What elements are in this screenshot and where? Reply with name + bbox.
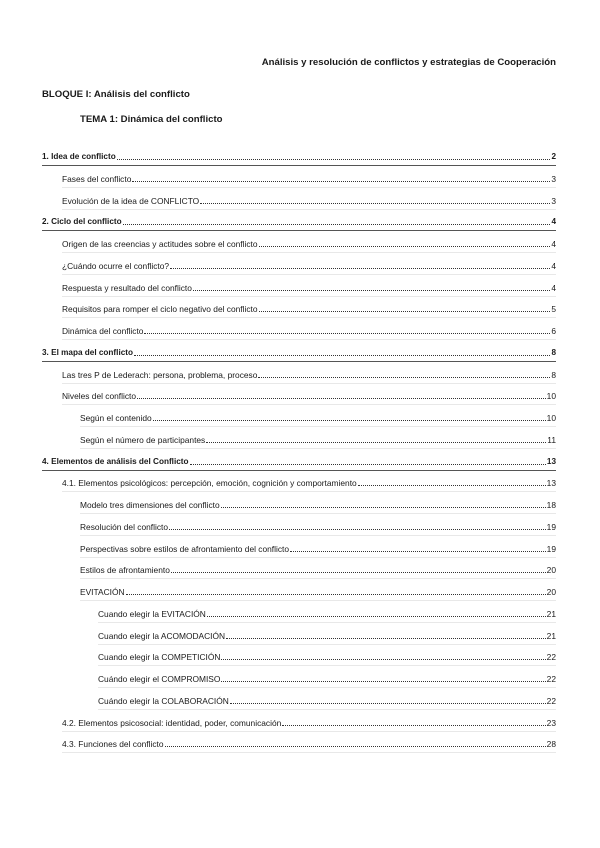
toc-entry-title: Dinámica del conflicto [62,326,144,336]
toc-entry-page-number: 3 [551,195,556,206]
toc-entry-title: Origen de las creencias y actitudes sobre el conflicto [62,239,258,249]
toc-leader-dots [221,680,545,682]
toc-entry-page-number: 3 [551,173,556,184]
toc-entry[interactable] [80,405,556,427]
toc-leader-dots [258,376,550,378]
toc-entry[interactable] [62,318,556,340]
toc-entry-page-number: 23 [546,717,556,728]
toc-leader-dots [170,267,550,269]
toc-entry-page-number: 22 [546,695,556,706]
section-heading-bloque: BLOQUE I: Análisis del conflicto [42,89,190,100]
toc-entry-title: Cuándo elegir la COLABORACIÓN [98,695,229,706]
toc-entry-title: Perspectivas sobre estilos de afrontamiento del conflicto [80,543,290,554]
toc-entry[interactable] [62,710,556,732]
toc-entry[interactable] [62,296,556,318]
toc-entry[interactable] [62,731,556,753]
toc-entry[interactable] [80,579,556,601]
toc-entry-page-number: 22 [546,674,556,684]
toc-leader-dots [221,506,546,508]
toc-entry-title: Cuando elegir la EVITACIÓN [98,608,206,619]
toc-leader-dots [207,615,546,617]
toc-entry[interactable] [98,666,556,688]
toc-entry-title: Cuándo elegir el COMPROMISO [98,674,221,684]
toc-entry-title: 4. Elementos de análisis del Conflicto [42,456,189,466]
toc-leader-dots [169,528,546,530]
toc-entry-page-number: 8 [551,347,556,357]
toc-entry-title: 1. Idea de conflicto [42,152,116,161]
toc-leader-dots [193,289,550,291]
toc-entry[interactable] [62,188,556,210]
toc-entry-title: Según el número de participantes [80,434,206,445]
section-heading-tema: TEMA 1: Dinámica del conflicto [80,114,223,125]
toc-leader-dots [132,180,550,182]
toc-leader-dots [200,202,550,204]
toc-entry-title: Niveles del conflicto [62,391,137,402]
toc-entry-title: Estilos de afrontamiento [80,565,170,576]
toc-entry-page-number: 4 [551,260,556,271]
toc-leader-dots [190,463,546,465]
toc-entry-title: Modelo tres dimensiones del conflicto [80,500,220,510]
toc-entry-page-number: 10 [546,391,556,402]
toc-entry-page-number: 20 [546,565,556,576]
toc-entry[interactable] [98,623,556,645]
toc-entry-title: Según el contenido [80,413,152,423]
toc-entry[interactable] [80,427,556,449]
toc-entry[interactable] [98,601,556,623]
document-header-title: Análisis y resolución de conflictos y estrategias de Cooperación [261,57,556,68]
toc-leader-dots [134,354,550,356]
toc-entry-page-number: 4 [551,282,556,293]
toc-leader-dots [171,571,546,573]
toc-leader-dots [144,332,550,334]
toc-entry-page-number: 21 [546,608,556,619]
toc-leader-dots [153,419,546,421]
toc-entry-page-number: 28 [546,739,556,750]
toc-entry-page-number: 20 [546,587,556,597]
toc-entry[interactable] [62,275,556,297]
toc-entry-page-number: 19 [546,543,556,554]
toc-leader-dots [137,397,546,399]
toc-entry-page-number: 18 [546,500,556,510]
toc-entry[interactable] [98,644,556,666]
toc-entry-title: ¿Cuándo ocurre el conflicto? [62,260,170,271]
toc-entry-title: 4.3. Funciones del conflicto [62,739,164,750]
toc-entry[interactable] [80,557,556,579]
toc-entry[interactable] [62,362,556,384]
toc-entry-page-number: 2 [551,152,556,161]
toc-leader-dots [259,245,551,247]
toc-entry-page-number: 5 [551,304,556,315]
toc-entry-page-number: 11 [547,434,556,445]
toc-entry-page-number: 13 [546,478,556,489]
toc-entry-page-number: 10 [546,413,556,423]
toc-entry-title: Resolución del conflicto [80,521,168,532]
toc-entry-page-number: 21 [546,630,556,641]
toc-entry[interactable] [42,340,556,362]
toc-entry-title: EVITACIÓN [80,587,125,597]
toc-entry-page-number: 8 [551,369,556,380]
toc-entry[interactable] [62,470,556,492]
toc-entry-title: Respuesta y resultado del conflicto [62,282,192,293]
toc-entry[interactable] [80,514,556,536]
toc-entry-title: 4.1. Elementos psicológicos: percepción, emoción, cognición y comportamiento [62,478,357,489]
toc-entry[interactable] [80,492,556,514]
toc-entry-page-number: 19 [546,521,556,532]
toc-leader-dots [165,745,546,747]
toc-entry[interactable] [62,253,556,275]
toc-entry-title: Requisitos para romper el ciclo negativo del conflicto [62,304,258,315]
toc-entry[interactable] [42,144,556,166]
toc-entry-title: Las tres P de Lederach: persona, problema, proceso [62,369,258,380]
toc-entry-page-number: 22 [546,652,556,663]
toc-leader-dots [226,637,546,639]
toc-entry[interactable] [62,231,556,253]
toc-leader-dots [259,310,551,312]
toc-entry-title: Cuando elegir la COMPETICIÓN [98,652,221,663]
toc-leader-dots [221,658,545,660]
toc-leader-dots [117,158,551,160]
toc-entry[interactable] [62,166,556,188]
toc-entry-page-number: 13 [546,456,556,466]
toc-entry[interactable] [80,536,556,558]
toc-entry-page-number: 6 [551,326,556,336]
toc-entry[interactable] [42,209,556,231]
toc-entry-title: Cuando elegir la ACOMODACIÓN [98,630,226,641]
toc-leader-dots [358,484,546,486]
toc-entry[interactable] [62,383,556,405]
toc-entry-title: 2. Ciclo del conflicto [42,217,122,227]
toc-leader-dots [230,702,546,704]
toc-entry-title: 4.2. Elementos psicosocial: identidad, poder, comunicación [62,717,282,728]
toc-leader-dots [282,724,545,726]
toc-entry[interactable] [98,688,556,710]
toc-entry-title: Fases del conflicto [62,173,132,184]
toc-leader-dots [123,223,551,225]
toc-entry-page-number: 4 [551,239,556,249]
toc-entry[interactable] [42,449,556,471]
toc-entry-title: 3. El mapa del conflicto [42,347,133,357]
toc-entry-title: Evolución de la idea de CONFLICTO [62,195,200,206]
toc-entry-page-number: 4 [551,217,556,227]
toc-leader-dots [126,593,546,595]
toc-leader-dots [206,441,546,443]
toc-leader-dots [290,550,546,552]
